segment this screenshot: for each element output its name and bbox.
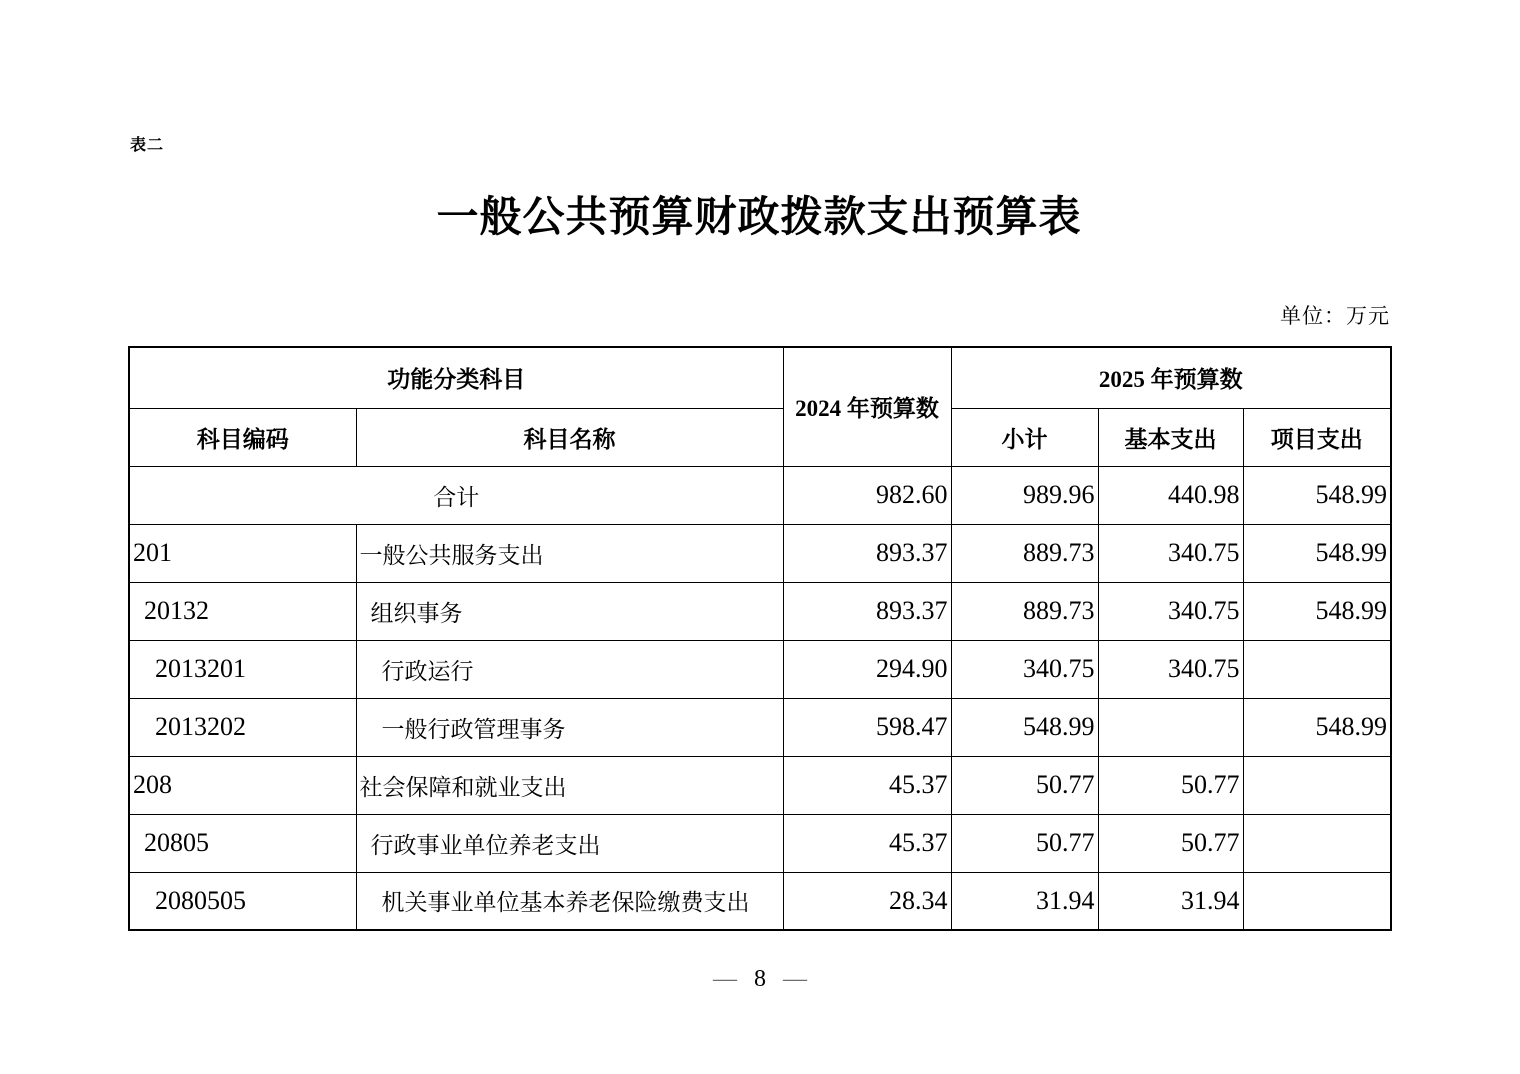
subtotal-cell: 989.96	[951, 466, 1098, 524]
budget-2024-cell: 598.47	[783, 698, 951, 756]
subject-code-cell: 201	[129, 524, 356, 582]
budget-2024-cell: 28.34	[783, 872, 951, 930]
table-header-row-2	[129, 408, 1391, 466]
basic-expense-cell: 31.94	[1098, 872, 1243, 930]
header-subject-code: 科目编码	[129, 408, 356, 466]
budget-2024-cell: 294.90	[783, 640, 951, 698]
project-expense-cell: 548.99	[1243, 698, 1391, 756]
project-expense-cell	[1243, 872, 1391, 930]
table-row	[129, 814, 1391, 872]
basic-expense-cell: 50.77	[1098, 756, 1243, 814]
budget-2024-cell: 45.37	[783, 756, 951, 814]
table-row	[129, 524, 1391, 582]
subject-code-cell: 20805	[129, 814, 356, 872]
subtotal-cell: 50.77	[951, 756, 1098, 814]
basic-expense-cell: 440.98	[1098, 466, 1243, 524]
subtotal-cell: 548.99	[951, 698, 1098, 756]
project-expense-cell: 548.99	[1243, 524, 1391, 582]
subject-code-cell: 2080505	[129, 872, 356, 930]
basic-expense-cell: 50.77	[1098, 814, 1243, 872]
budget-2024-cell: 893.37	[783, 524, 951, 582]
total-label-cell: 合计	[129, 466, 783, 524]
subtotal-cell: 889.73	[951, 524, 1098, 582]
page-number: 8	[754, 966, 766, 992]
subject-name-cell: 社会保障和就业支出	[356, 756, 783, 814]
header-subject-name: 科目名称	[356, 408, 783, 466]
project-expense-cell	[1243, 640, 1391, 698]
basic-expense-cell: 340.75	[1098, 524, 1243, 582]
project-expense-cell: 548.99	[1243, 582, 1391, 640]
subject-name-cell: 行政运行	[356, 640, 783, 698]
subject-code-cell: 2013202	[129, 698, 356, 756]
basic-expense-cell: 340.75	[1098, 582, 1243, 640]
page-footer	[0, 966, 1520, 993]
subject-name-cell: 行政事业单位养老支出	[356, 814, 783, 872]
subject-name-cell: 一般行政管理事务	[356, 698, 783, 756]
footer-dash-right: —	[783, 966, 807, 992]
header-function-category: 功能分类科目	[129, 347, 783, 408]
table-row	[129, 582, 1391, 640]
table-row	[129, 698, 1391, 756]
unit-note: 单位：万元	[1280, 304, 1390, 328]
project-expense-cell: 548.99	[1243, 466, 1391, 524]
subtotal-cell: 31.94	[951, 872, 1098, 930]
header-subtotal: 小计	[951, 408, 1098, 466]
subject-code-cell: 20132	[129, 582, 356, 640]
project-expense-cell	[1243, 756, 1391, 814]
budget-2024-cell: 982.60	[783, 466, 951, 524]
basic-expense-cell	[1098, 698, 1243, 756]
subtotal-cell: 50.77	[951, 814, 1098, 872]
table-row	[129, 756, 1391, 814]
project-expense-cell	[1243, 814, 1391, 872]
footer-dash-left: —	[713, 966, 737, 992]
subject-name-cell: 一般公共服务支出	[356, 524, 783, 582]
subject-code-cell: 208	[129, 756, 356, 814]
subject-code-cell: 2013201	[129, 640, 356, 698]
header-budget-2024: 2024 年预算数	[783, 347, 951, 466]
header-basic-expense: 基本支出	[1098, 408, 1243, 466]
header-project-expense: 项目支出	[1243, 408, 1391, 466]
header-budget-2025: 2025 年预算数	[951, 347, 1391, 408]
table-row	[129, 872, 1391, 930]
basic-expense-cell: 340.75	[1098, 640, 1243, 698]
budget-table	[128, 346, 1392, 931]
table-label: 表二	[130, 137, 165, 154]
table-header-row-1	[129, 347, 1391, 408]
subject-name-cell: 组织事务	[356, 582, 783, 640]
budget-2024-cell: 45.37	[783, 814, 951, 872]
table-row-total	[129, 466, 1391, 524]
table-row	[129, 640, 1391, 698]
page-title: 一般公共预算财政拨款支出预算表	[436, 195, 1082, 241]
budget-2024-cell: 893.37	[783, 582, 951, 640]
subject-name-cell: 机关事业单位基本养老保险缴费支出	[356, 872, 783, 930]
subtotal-cell: 889.73	[951, 582, 1098, 640]
subtotal-cell: 340.75	[951, 640, 1098, 698]
